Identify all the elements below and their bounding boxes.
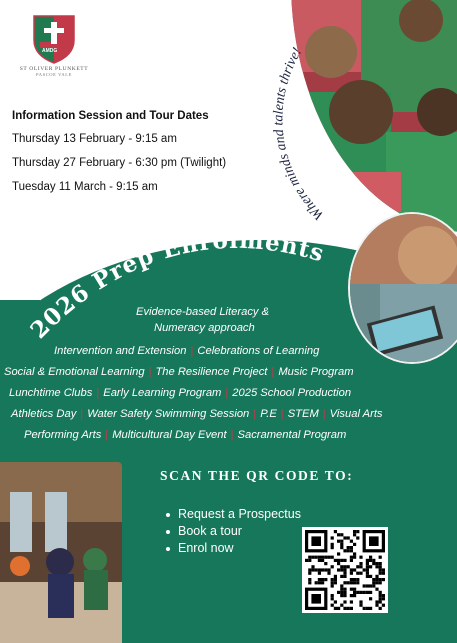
program-stem: STEM bbox=[287, 408, 319, 420]
qr-code-icon bbox=[305, 530, 385, 610]
qr-action-enrol-label: Enrol now bbox=[178, 541, 234, 555]
program-row-6: Athletics Day | Water Safety Swimming Session | P.E | STEM | Visual Arts bbox=[11, 408, 383, 420]
qr-action-prospectus bbox=[166, 507, 301, 521]
headline-path: 2026 Prep Enrolments bbox=[25, 226, 328, 345]
tagline-text bbox=[271, 45, 327, 223]
program-lunchtime-clubs: Lunchtime Clubs bbox=[9, 387, 93, 399]
session-date-1: Thursday 13 February - 9:15 am bbox=[12, 133, 177, 145]
program-row-3: Intervention and Extension | Celebrations of Learning bbox=[54, 345, 320, 357]
program-swimming: Water Safety Swimming Session bbox=[87, 408, 250, 420]
session-date-3: Tuesday 11 March - 9:15 am bbox=[12, 181, 158, 193]
qr-action-enrol bbox=[166, 541, 301, 555]
bullet-icon bbox=[166, 547, 170, 551]
program-row-5: Lunchtime Clubs | Early Learning Program | 2025 School Production bbox=[9, 387, 352, 399]
program-row-4: Social & Emotional Learning | The Resilience Project | Music Program bbox=[4, 366, 354, 378]
program-celebrations: Celebrations of Learning bbox=[197, 345, 320, 357]
qr-code[interactable] bbox=[302, 527, 388, 613]
program-early-learning: Early Learning Program bbox=[103, 387, 222, 399]
logo-motto: AMDG bbox=[42, 48, 58, 54]
program-resilience: The Resilience Project bbox=[155, 366, 268, 378]
program-athletics: Athletics Day bbox=[11, 408, 77, 420]
program-music: Music Program bbox=[278, 366, 354, 378]
program-intervention: Intervention and Extension bbox=[54, 345, 187, 357]
logo-school-name: ST OLIVER PLUNKETT bbox=[19, 66, 89, 72]
tagline-path: Where minds and talents thrive! bbox=[271, 45, 328, 223]
qr-action-tour bbox=[166, 524, 301, 538]
qr-action-tour-label: Book a tour bbox=[178, 524, 242, 538]
program-school-production: 2025 School Production bbox=[232, 387, 352, 399]
program-social-emotional: Social & Emotional Learning bbox=[4, 366, 145, 378]
session-date-2: Thursday 27 February - 6:30 pm (Twilight) bbox=[12, 157, 227, 169]
logo-school-suburb: PASCOE VALE bbox=[36, 72, 72, 77]
program-numeracy: Numeracy approach bbox=[154, 322, 255, 334]
program-sacramental: Sacramental Program bbox=[237, 429, 347, 441]
program-literacy: Evidence-based Literacy & bbox=[136, 306, 270, 318]
program-multicultural: Multicultural Day Event bbox=[112, 429, 227, 441]
qr-actions-list bbox=[166, 507, 301, 558]
bullet-icon bbox=[166, 530, 170, 534]
session-title: Information Session and Tour Dates bbox=[12, 110, 209, 122]
program-visual-arts: Visual Arts bbox=[329, 408, 383, 420]
qr-title: SCAN THE QR CODE TO: bbox=[160, 468, 354, 483]
bullet-icon bbox=[166, 513, 170, 517]
program-pe: P.E bbox=[260, 408, 277, 420]
program-performing-arts: Performing Arts bbox=[24, 429, 102, 441]
qr-action-prospectus-label: Request a Prospectus bbox=[178, 507, 301, 521]
program-row-7: Performing Arts | Multicultural Day Event | Sacramental Program bbox=[24, 429, 347, 441]
